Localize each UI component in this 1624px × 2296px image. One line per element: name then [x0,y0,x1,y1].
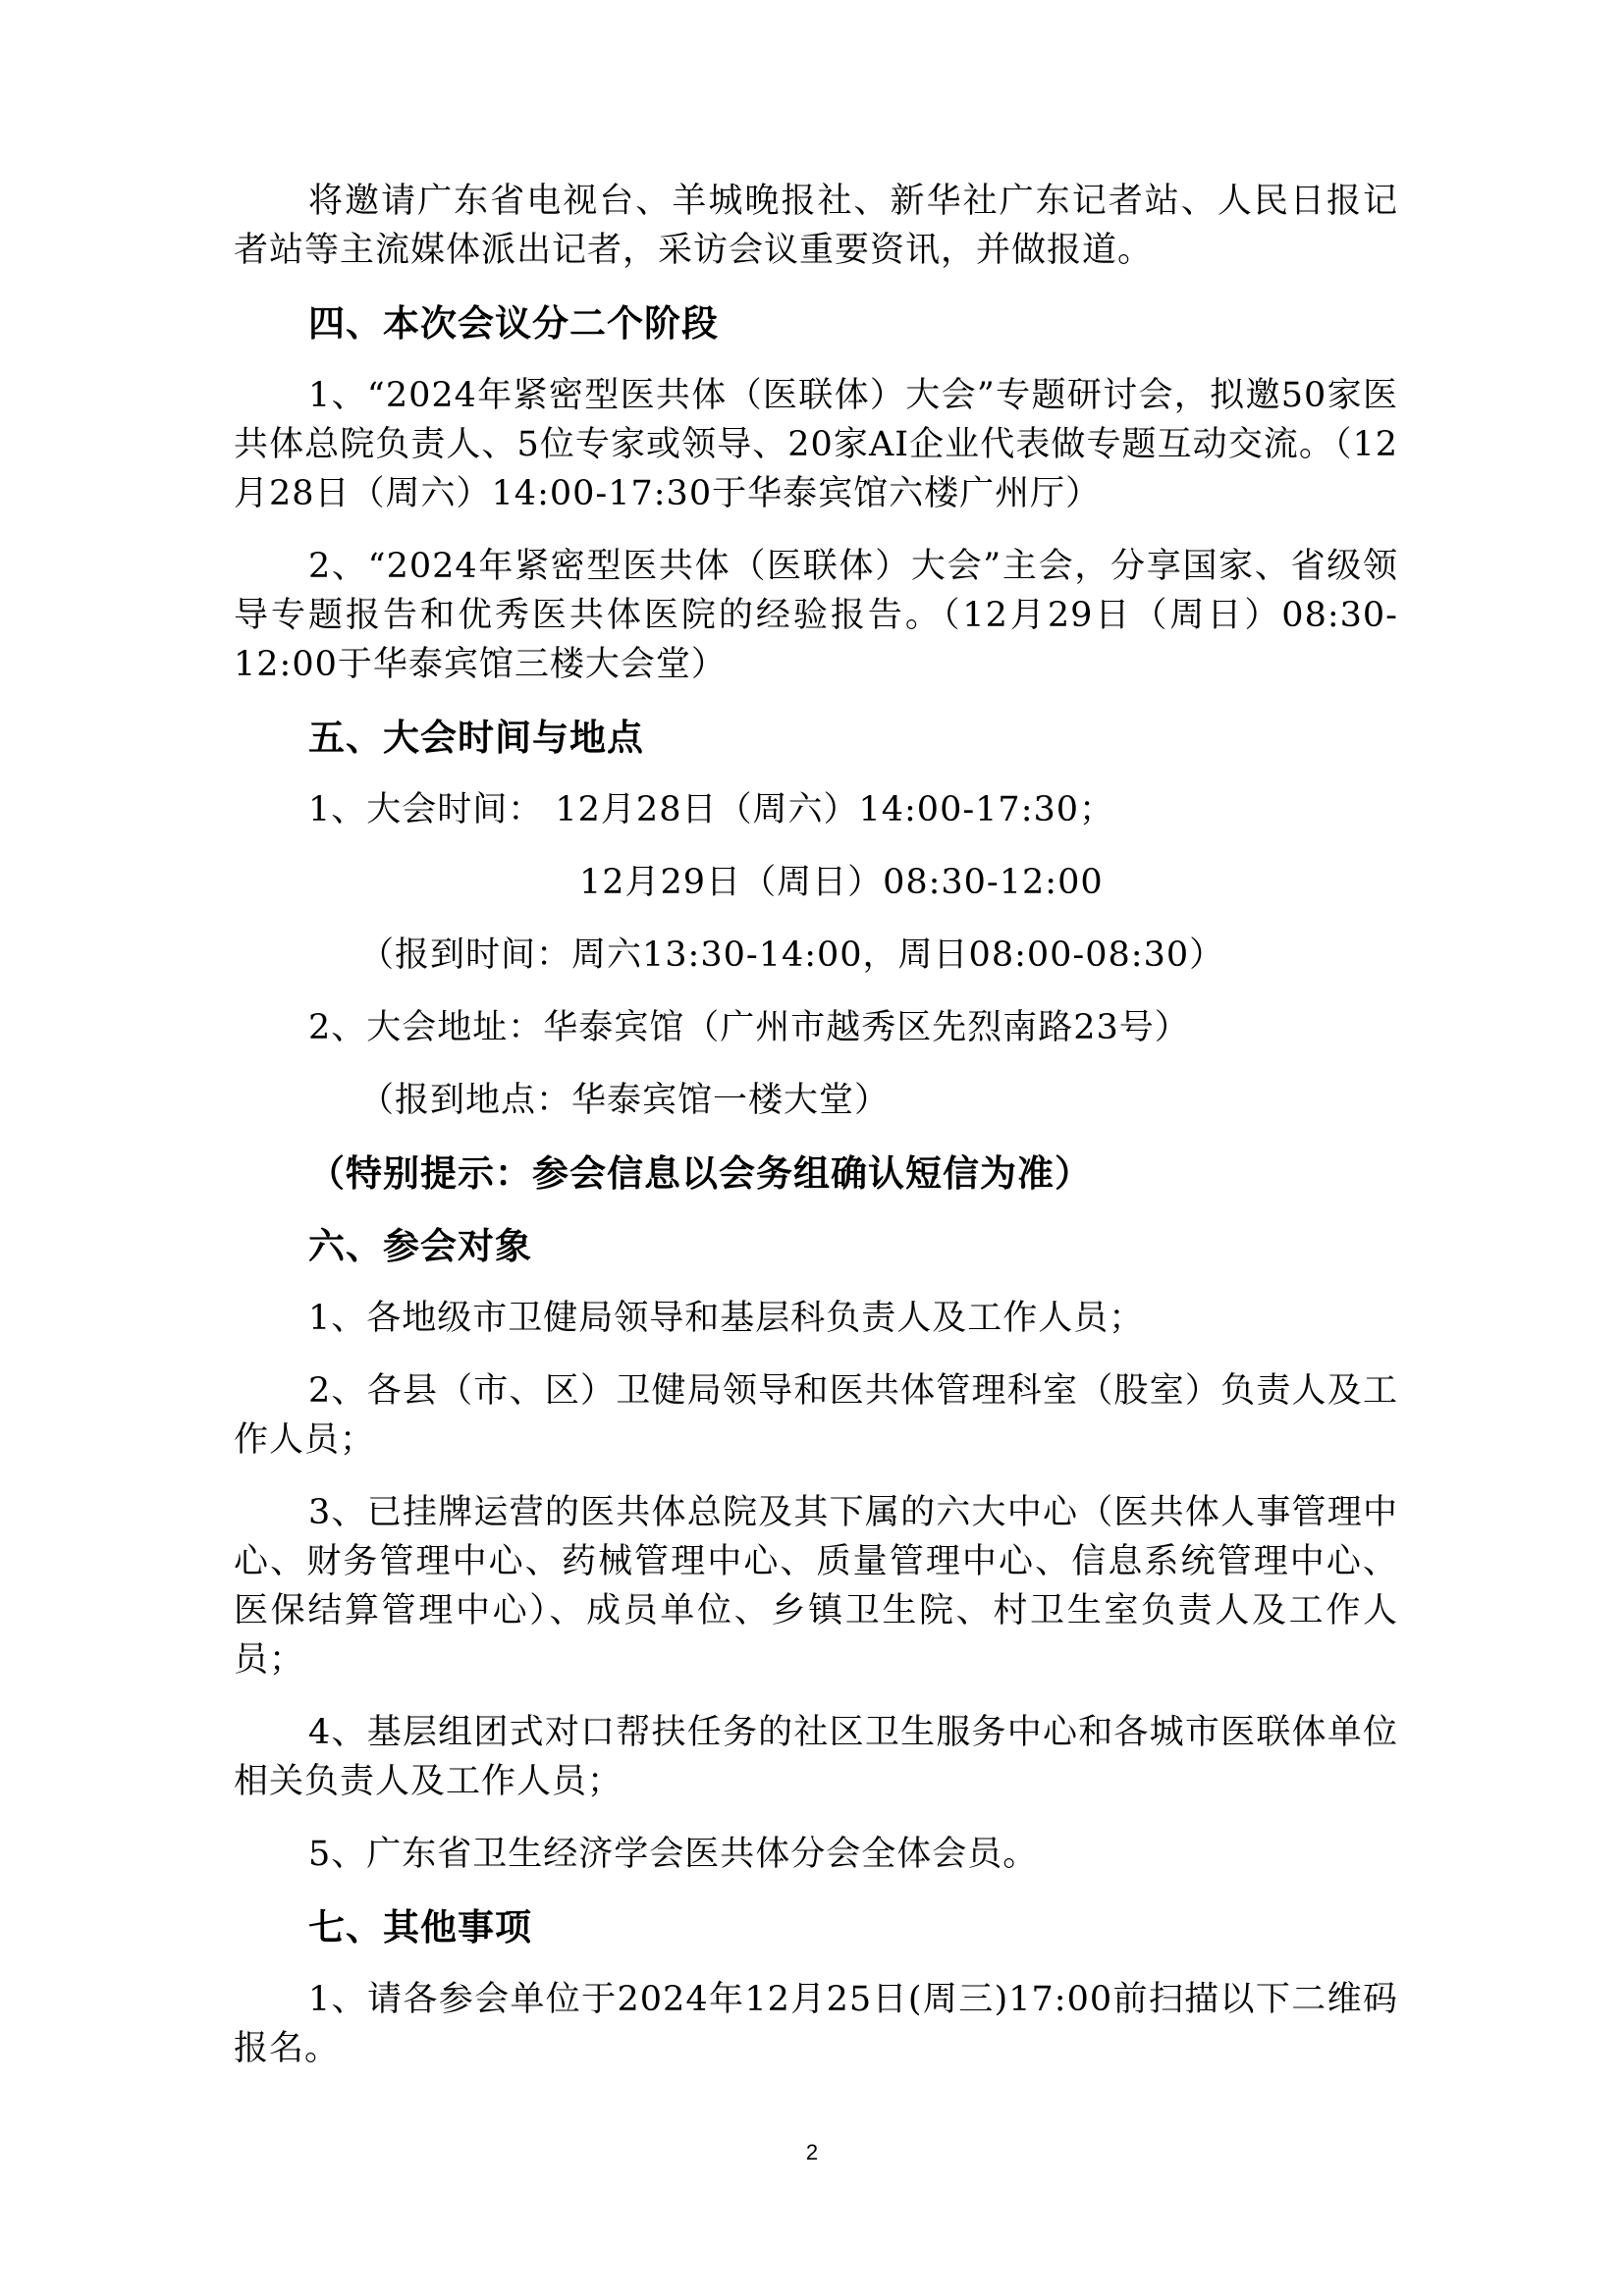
paragraph-media-coverage: 将邀请广东省电视台、羊城晚报社、新华社广东记者站、人民日报记者站等主流媒体派出记者，采访会议重要资讯，并做报道。 [234,182,1398,270]
section-6-item-5: 5、广东省卫生经济学会医共体分会全体会员。 [308,1835,1039,1874]
page-number: 2 [805,2140,819,2164]
section-6-heading: 六、参会对象 [308,1224,532,1267]
document-body [234,177,1398,2097]
section-6-item-4: 4、基层组团式对口帮扶任务的社区卫生服务中心和各城市医联体单位相关负责人及工作人员； [234,1713,1398,1801]
section-7-heading: 七、其他事项 [308,1905,532,1949]
section-6-item-3: 3、已挂牌运营的医共体总院及其下属的六大中心（医共体人事管理中心、财务管理中心、药械管理中心、质量管理中心、信息系统管理中心、医保结算管理中心）、成员单位、乡镇卫生院、村卫生室负责人及工作人员； [234,1493,1398,1680]
meeting-time-line-1: 1、大会时间： 12月28日（周六）14:00-17:30； [308,790,1115,829]
special-notice: （特别提示：参会信息以会务组确认短信为准） [308,1151,1092,1195]
section-4-item-1: 1、“2024年紧密型医共体（医联体）大会”专题研讨会，拟邀50家医共体总院负责人、5位专家或领导、20家AI企业代表做专题互动交流。（12月28日（周六）14:00-17:30于华泰宾馆六楼广州厅） [234,376,1398,513]
section-4-heading: 四、本次会议分二个阶段 [308,301,719,345]
meeting-time-line-2: 12月29日（周日）08:30-12:00 [579,863,1104,902]
section-4-item-2: 2、“2024年紧密型医共体（医联体）大会”主会，分享国家、省级领导专题报告和优秀医共体医院的经验报告。（12月29日（周日）08:30-12:00于华泰宾馆三楼大会堂） [234,547,1398,684]
section-6-item-1: 1、各地级市卫健局领导和基层科负责人及工作人员； [308,1299,1145,1338]
section-6-item-2: 2、各县（市、区）卫健局领导和医共体管理科室（股室）负责人及工作人员； [234,1371,1398,1460]
checkin-time-line: （报到时间：周六13:30-14:00，周日08:00-08:30） [359,935,1225,975]
section-7-item-1: 1、请各参会单位于2024年12月25日(周三)17:00前扫描以下二维码报名。 [234,1980,1398,2068]
meeting-address-line: 2、大会地址：华泰宾馆（广州市越秀区先烈南路23号） [308,1008,1190,1047]
checkin-place-line: （报到地点：华泰宾馆一楼大堂） [359,1081,891,1120]
section-5-heading: 五、大会时间与地点 [308,716,644,759]
